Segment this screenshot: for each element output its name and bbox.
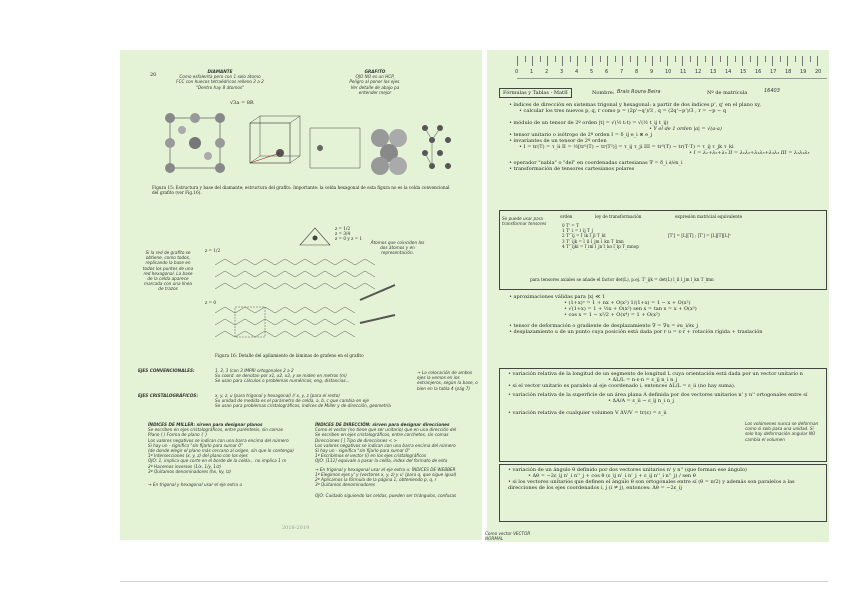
ruler-half-tick: [750, 56, 751, 62]
ruler-number: 0: [515, 69, 519, 75]
ruler-tick: [547, 56, 548, 66]
ruler-half-tick: [525, 56, 526, 62]
direction-section: ÍNDICES DE DIRECCIÓN: sirven para designar direcciones Como el vector (no tiene que ser unitario) que en una dirección del Se escriben en ejes cristalográficos, entre corchetes, sin comas Direcciones [ ] Tipo de direcciones < > Los valores negativos se indican con una barra encima del número Si hay un - significa "sin fijarlo para sumar 0" 1º Escribimos el vector (i) en los ejes cristalográficos OJO: [111] equivale a pasar la celda, index del formato de esta → En trigonal y hexagonal usar el eje extra u: ÍNDICES DE WEBBER 1º Elegimos ejes y' y (vectores x, y, z) y u' (para q, que sigue igual) 2º Aplicamos la fórmula de la página 1, obteniendo p, q, r 3º Quitamos denominadores OJO: Cuidado siguiendo las celdas, pueden ser triángulos, confusas: [315, 422, 457, 499]
legend: z = 1/2 z = 3/4 z = 0 y z = 1: [335, 226, 363, 242]
ruler-tick: [622, 56, 623, 66]
left-page: [120, 50, 482, 540]
strain-box: [499, 368, 827, 462]
ruler-tick: [727, 56, 728, 66]
volume-note: Los volúmenes nunca se deforman como si solo pasa una unidad. Si solo hay deformación angular NO cambia el volumen: [745, 421, 819, 442]
z-label-1: z = 1/2: [205, 248, 221, 253]
matricula-value: 16403: [764, 88, 780, 94]
cryst-note: → La colocación de ambos ejes la vemos en los extranjeros, según la base, o bien en la tabla 4 (pág 7): [417, 370, 478, 391]
ruler-number: 14: [725, 69, 732, 75]
col-expr: expresión matricial equivalente: [675, 214, 743, 219]
ruler-half-tick: [690, 56, 691, 62]
ruler-half-tick: [705, 56, 706, 62]
angle-content: • variación de un ángulo θ definido por dos vectores unitarios n' y n'' (que forman ese ángulo) • Δθ = −2ε_ij n'_i n''_j + cos θ (ε_ij n'_i n'_j + ε_ij n''_i n''_j) / sen θ • si los vectores unitarios que definen el ángulo θ son ortogonales entre sí (θ = π/2) y además son paralelos a las direcciones de los ejes coordenados i, j (i ≠ j), entonces: Δθ = −2ε_ij: [508, 467, 813, 491]
graphite-hex-cell: [310, 128, 360, 168]
ruler-number: 7: [620, 69, 624, 75]
ruler-tick: [667, 56, 668, 66]
ruler-number: 13: [710, 69, 717, 75]
bottom-divider: [120, 581, 828, 582]
matricula-label: Nº de matrícula: [707, 90, 748, 96]
ruler-number: 6: [605, 69, 609, 75]
legend-triangle: [295, 225, 335, 254]
ruler-half-tick: [600, 56, 601, 62]
formulas-top: • índices de dirección en sistemas trigonal y hexagonal: a partir de dos índices p', q' en el plano xy, • calcular los tres nuevos p, q, r como p = (2p'−q')/3 , q = (2q'−p')/3 , r = −p − q • módulo de un tensor de 2º orden |t| = √(½ t:t) = √(½ t_ij t_ij) • Y el de 1 orden |a| = √(a·a) • tensor unitario o isótropo de 2º orden I = δ_ij e_i ⊗ e_j • invariantes de un tensor de 2º orden • I = tr(T) = τ_ii II = ½[tr²(T) − tr(T²)] = τ_ij τ_ji III = tr³(T) − tr(T·T) = τ_ij τ_jk τ_ki • I = λ₁+λ₂+λ₃ II = λ₁λ₂+λ₁λ₃+λ₂λ₃ III = λ₁λ₂λ₃ • operador "nabla" o "del" en coordenadas cartesianas ∇ = δ_i ∂/∂x_i • transformación de tensores cartesianos polares: [509, 102, 827, 172]
ruler: [517, 56, 827, 79]
ruler-tick: [607, 56, 608, 66]
figure-15: [160, 108, 460, 183]
ruler-number: 16: [755, 69, 762, 75]
ruler-number: 8: [635, 69, 639, 75]
ruler-number: 15: [740, 69, 747, 75]
bottom-note: Como vector VECTOR NORMAL: [485, 531, 531, 542]
ruler-half-tick: [645, 56, 646, 62]
ruler-tick: [712, 56, 713, 66]
strain-content: • variación relativa de la longitud de un segmento de longitud L cuya orientación está dada por un vector unitario n • ΔL/L = n·ε·n = ε_ij n_i n_j • si el vector unitario es paralelo al eje coordenado i, entonces ΔL/L = ε_ii (no hay suma). • variación relativa de la superficie de un área plana A definida por dos vectores unitarios n' y n'' ortogonales entre sí • ΔA/A = ε_ii − ε_ij n_i n_j • variación relativa de cualquier volumen V ΔV/V = tr(ε) = ε_ii: [508, 371, 820, 416]
ruler-half-tick: [675, 56, 676, 62]
ruler-half-tick: [555, 56, 556, 62]
ruler-tick: [577, 56, 578, 66]
ruler-number: 10: [665, 69, 672, 75]
ruler-tick: [802, 56, 803, 66]
ruler-tick: [817, 56, 818, 66]
ruler-tick: [697, 56, 698, 66]
ruler-half-tick: [765, 56, 766, 62]
cryst-axes-text: x, y, z, u (para trigonal y hexagonal) // x, y, z (para el resto) Su unidad de medida es el parámetro de celda, a, b, c que cambia en eje Se usan para problemas cristalográficos, índices de Miller y de dirección, geometría: [215, 393, 391, 409]
table-matrix: [T'] = [L][T] ; [T'] = [L][T][L]ᵀ: [668, 233, 731, 238]
cryst-axes-label: EJES CRISTALOGRÁFICOS:: [138, 393, 199, 398]
ruler-half-tick: [660, 56, 661, 62]
figure-15-art: [160, 108, 460, 183]
ruler-half-tick: [780, 56, 781, 62]
formulas-middle: • aproximaciones válidas para |x| ≪ 1 • (1+x)ⁿ = 1 + nx + O(x²) 1/(1+x) = 1 − x + O(x²) • √(1+x) = 1 + ½x + O(x²) sen x = tan x = x + O(x³) • cos x = 1 − x²/2 + O(x⁴) = 1 + O(x²) • tensor de deformación o gradiente de desplazamiento ∇ = ∇u = ∂u_i/∂x_j • desplazamiento u de un punto cuya posición está dada por r u = ε·r + rotación rígida + traslación: [509, 294, 827, 335]
graphite-note: GRAFITO OJO NO es un HCP, Peligro al poner los ejes. Ver detalle de abajo pa entender mejor: [349, 69, 401, 95]
ruler-tick: [682, 56, 683, 66]
ruler-number: 2: [545, 69, 549, 75]
ruler-tick: [637, 56, 638, 66]
ruler-half-tick: [720, 56, 721, 62]
ruler-number: 4: [575, 69, 579, 75]
col-orden: orden: [560, 214, 573, 219]
ruler-number: 20: [815, 69, 822, 75]
ruler-tick: [562, 56, 563, 66]
ruler-tick: [652, 56, 653, 66]
ruler-tick: [592, 56, 593, 66]
ruler-half-tick: [570, 56, 571, 62]
right-page: [487, 50, 829, 542]
diamond-unit-cell: [165, 113, 225, 173]
col-ley: ley de transformación: [595, 214, 642, 219]
graphite-sphere-model: [371, 129, 407, 175]
ruler-tick: [532, 56, 533, 66]
ruler-number: 17: [770, 69, 777, 75]
ruler-number: 1: [530, 69, 534, 75]
ruler-number: 18: [785, 69, 792, 75]
ruler-number: 3: [560, 69, 564, 75]
ruler-half-tick: [735, 56, 736, 62]
ruler-number: 11: [680, 69, 687, 75]
graphite-side-note: Si la red de grafito se obtiene, como todos, replicando la base en todos los puntos de una red hexagonal. La base de la celda aparece marcada con una línea de trazos: [142, 250, 194, 292]
ruler-tick: [787, 56, 788, 66]
name-label: Nombre:: [592, 90, 615, 96]
z-label-2: z = 0: [205, 300, 217, 305]
ruler-number: 12: [695, 69, 702, 75]
ruler-tick: [757, 56, 758, 66]
ruler-half-tick: [585, 56, 586, 62]
name-value: Brais Roura Beira: [617, 89, 661, 95]
figure-16-art: [210, 255, 410, 345]
ruler-half-tick: [540, 56, 541, 62]
left-margin-note: Se puede usar para transformar tensores: [502, 216, 547, 227]
miller-section: ÍNDICES DE MILLER: sirven para designar planos Se escriben en ejes cristalográficos, entre paréntesis, sin comas Plano ( ) Forma de plano { } Los valores negativos se indican con una barra encima del número Si hay un - significa "sin fijarlo para sumar 0" (de donde elegir el plano más cercano al origen, sin que lo contenga) 1º Intersecciones (x, y, z) del plano con los ejes OJO: 1, implica que corte en el borde de la celda... no implica 1 m 2º Hacemos inversos (1/x, 1/y, 1/z) 3º Quitamos denominadores (hx, ky, lz) → En trigonal y hexagonal usar el eje extra u: [148, 422, 294, 488]
angle-box: [499, 464, 827, 522]
table-rows: 0 T' = T 1 T'_i = l_ij T_j 2 T'_ij = l_ik l_jl T_kl 3 T'_ijk = l_il l_jm l_kn T_lmn 4 T'_ijkl = l_im l_jn l_ko l_lp T_mnop: [562, 223, 639, 249]
ruler-half-tick: [615, 56, 616, 62]
ruler-tick: [742, 56, 743, 66]
footer-year: 2018-2019: [282, 525, 310, 531]
ruler-tick: [772, 56, 773, 66]
ruler-number: 9: [650, 69, 654, 75]
legend-triangle-art: [295, 225, 335, 250]
graphite-ball-stick: [422, 125, 451, 169]
axial-note: para tensores axiales se añade el factor det(L), p.ej. T'_ijk = det(L) l_il l_jm l_kn T_lmn: [530, 277, 714, 282]
ruler-half-tick: [810, 56, 811, 62]
figure-16: [210, 255, 410, 349]
formula-sqrt: √3a = 8R: [230, 100, 254, 106]
atoms-note: Átomos que coinciden los dos átomos y en representación.: [370, 240, 425, 256]
conv-axes-label: EJES CONVENCIONALES:: [138, 368, 195, 373]
ruler-half-tick: [630, 56, 631, 62]
sheet-title: Fórmulas y Tablas - MatII: [499, 88, 572, 98]
conv-axes-text: 1, 2, 3 (con 3 IMPRI ortogonales 2 a 2 Su coord. se denotan por x1, x2, x3, y se miden en metros (m) Se usan para cálculos o problemas numéricos, eng, distancias...: [215, 368, 350, 384]
ruler-tick: [517, 56, 518, 66]
ruler-half-tick: [795, 56, 796, 62]
ruler-number: 19: [800, 69, 807, 75]
page-number: 20: [150, 72, 157, 78]
figure-15-caption: Figura 15: Estructura y base del diamante; estructura del grafito. Importante: la celda hexagonal de esta figura no es la celda convencional del grafito (ver Fig.16).: [152, 185, 450, 196]
diamond-cube-diagram: [250, 116, 300, 163]
diamond-note: DIAMANTE Como esfalerita pero con 1 solo átomo FCC con huecos tetraédricos relleno 2 a 2 "Dentro hay 8 átomos": [176, 69, 264, 90]
transform-table: [499, 210, 827, 290]
ruler-number: 5: [590, 69, 594, 75]
figure-16-caption: Figura 16: Detalle del apilamiento de láminas de grafeno en el grafito: [215, 353, 364, 358]
